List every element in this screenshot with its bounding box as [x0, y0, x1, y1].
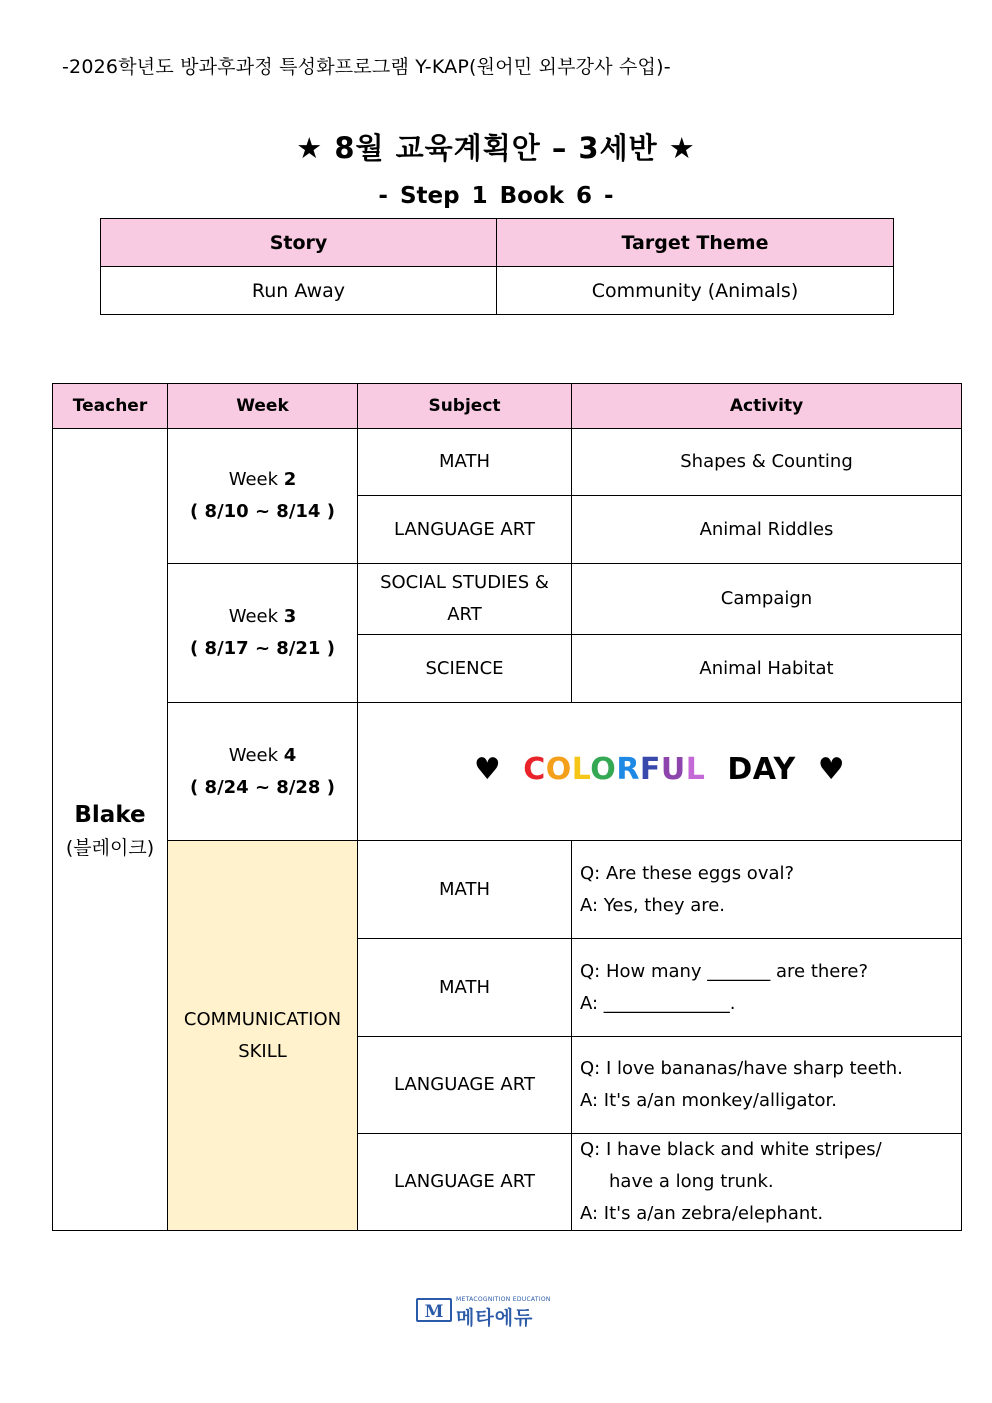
- week-header: Week: [168, 384, 358, 429]
- question-line-continued: have a long trunk.: [609, 1171, 774, 1192]
- subject-cell: LANGUAGE ART: [358, 1037, 572, 1134]
- target-theme-value: Community (Animals): [497, 267, 894, 315]
- communication-label: COMMUNICATION: [183, 1008, 342, 1030]
- colorful-word: [523, 752, 705, 787]
- colorful-letter: C: [523, 751, 546, 787]
- question-line: Q: I love bananas/have sharp teeth.: [580, 1058, 903, 1079]
- subject-cell: SOCIAL STUDIES & ART: [358, 564, 572, 635]
- subject-cell: SCIENCE: [358, 635, 572, 703]
- subject-cell: MATH: [358, 841, 572, 939]
- metaedu-logo: [416, 1296, 578, 1329]
- colorful-letter: F: [639, 751, 661, 787]
- qa-cell: [572, 841, 962, 939]
- week-number: 3: [283, 606, 297, 627]
- activity-cell: Animal Riddles: [572, 496, 962, 564]
- story-value: Run Away: [101, 267, 497, 315]
- target-theme-header: Target Theme: [497, 219, 894, 267]
- teacher-header: Teacher: [53, 384, 168, 429]
- activity-cell: Animal Habitat: [572, 635, 962, 703]
- qa-cell: [572, 939, 962, 1037]
- week-dates: ( 8/10 ~ 8/14 ): [190, 501, 335, 522]
- teacher-name: Blake: [74, 801, 146, 828]
- qa-cell: [572, 1037, 962, 1134]
- answer-line: A: ______________.: [580, 992, 736, 1014]
- subject-cell: MATH: [358, 939, 572, 1037]
- heart-icon: ♥: [817, 751, 846, 787]
- colorful-letter: L: [571, 751, 591, 787]
- colorful-letter: O: [590, 751, 617, 787]
- week-cell: [168, 429, 358, 564]
- question-line: Q: Are these eggs oval?: [580, 862, 795, 884]
- answer-line: A: Yes, they are.: [580, 894, 726, 916]
- week-cell: [168, 703, 358, 841]
- week-dates: ( 8/17 ~ 8/21 ): [190, 638, 335, 659]
- activity-header: Activity: [572, 384, 962, 429]
- colorful-letter: L: [685, 751, 706, 787]
- story-theme-table: [100, 218, 894, 315]
- week-label: Week: [228, 606, 279, 627]
- program-header: -2026학년도 방과후과정 특성화프로그램 Y-KAP(원어민 외부강사 수업)-: [62, 56, 671, 78]
- teacher-name-kr: (블레이크): [65, 836, 155, 859]
- colorful-day-banner: [474, 752, 845, 787]
- question-line: Q: How many _______ are there?: [580, 960, 869, 982]
- heart-icon: ♥: [473, 751, 502, 787]
- colorful-letter: U: [660, 751, 686, 787]
- activity-cell: Shapes & Counting: [572, 429, 962, 496]
- answer-line: A: It's a/an monkey/alligator.: [580, 1090, 838, 1111]
- week-number: 4: [283, 744, 297, 766]
- lesson-plan-table: [52, 383, 962, 1231]
- week-cell: [168, 564, 358, 703]
- subject-cell: MATH: [358, 429, 572, 496]
- page-title: ★ 8월 교육계획안 – 3세반 ★: [296, 131, 696, 165]
- week-label: Week: [228, 744, 279, 766]
- week-number: 2: [283, 469, 297, 490]
- colorful-day-cell: [358, 703, 962, 841]
- subject-header: Subject: [358, 384, 572, 429]
- story-header: Story: [101, 219, 497, 267]
- subject-cell: LANGUAGE ART: [358, 496, 572, 564]
- colorful-letter: O: [545, 751, 572, 787]
- day-word: DAY: [727, 751, 796, 787]
- communication-skill-cell: [168, 841, 358, 1231]
- logo-mark: M: [416, 1298, 452, 1322]
- answer-line: A: It's a/an zebra/elephant.: [580, 1203, 824, 1224]
- question-line: Q: I have black and white stripes/: [580, 1139, 882, 1160]
- teacher-cell: [53, 429, 168, 1231]
- subject-cell: LANGUAGE ART: [358, 1134, 572, 1231]
- week-dates: ( 8/24 ~ 8/28 ): [190, 776, 335, 798]
- activity-cell: Campaign: [572, 564, 962, 635]
- logo-name: 메타에듀: [456, 1307, 534, 1329]
- week-label: Week: [228, 469, 279, 490]
- qa-cell: [572, 1134, 962, 1231]
- logo-tagline: METACOGNITION EDUCATION: [456, 1296, 551, 1303]
- page-subtitle: - Step 1 Book 6 -: [378, 183, 614, 209]
- colorful-letter: R: [616, 751, 640, 787]
- skill-label: SKILL: [238, 1040, 287, 1062]
